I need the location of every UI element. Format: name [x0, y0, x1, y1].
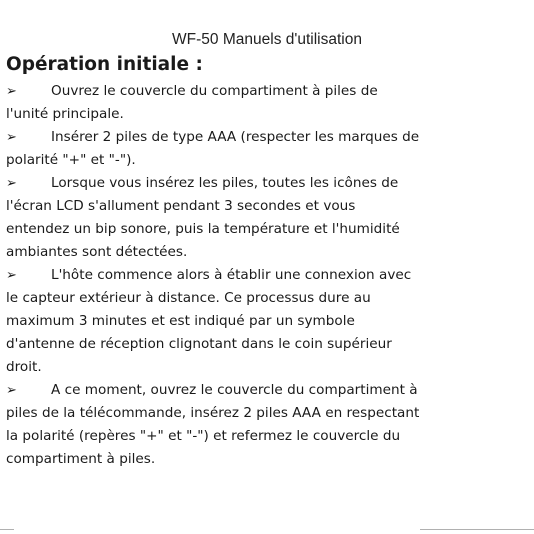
line-text: entendez un bip sonore, puis la température et l'humidité — [6, 221, 400, 237]
line-text: A ce moment, ouvrez le couvercle du compartiment à — [51, 382, 418, 398]
text-line — [6, 356, 534, 379]
instructions-body — [6, 80, 534, 471]
text-line — [6, 448, 534, 471]
bullet-line — [6, 264, 534, 287]
bullet-line — [6, 80, 534, 103]
line-text: maximum 3 minutes et est indiqué par un symbole — [6, 313, 355, 329]
text-line — [6, 149, 534, 172]
text-line — [6, 425, 534, 448]
line-text: piles de la télécommande, insérez 2 piles AAA en respectant — [6, 405, 420, 421]
text-line — [6, 310, 534, 333]
line-text: droit. — [6, 359, 42, 375]
page-title: WF-50 Manuels d'utilisation — [172, 31, 362, 48]
text-line — [6, 402, 534, 425]
bullet-line — [6, 126, 534, 149]
text-line — [6, 195, 534, 218]
arrow-bullet-icon: ➢ — [6, 130, 17, 145]
line-text: compartiment à piles. — [6, 451, 156, 467]
line-text: Lorsque vous insérez les piles, toutes les icônes de — [51, 175, 399, 191]
text-line — [6, 218, 534, 241]
text-line — [6, 241, 534, 264]
arrow-bullet-icon: ➢ — [6, 383, 17, 398]
line-text: L'hôte commence alors à établir une connexion avec — [51, 267, 412, 283]
line-text: l'écran LCD s'allument pendant 3 secondes et vous — [6, 198, 356, 214]
line-text: ambiantes sont détectées. — [6, 244, 188, 260]
arrow-bullet-icon: ➢ — [6, 84, 17, 99]
footer-divider-left — [0, 529, 14, 530]
line-text: Ouvrez le couvercle du compartiment à piles de — [51, 83, 378, 99]
line-text: la polarité (repères "+" et "-") et refermez le couvercle du — [6, 428, 401, 444]
line-text: le capteur extérieur à distance. Ce processus dure au — [6, 290, 371, 306]
text-line — [6, 103, 534, 126]
text-line — [6, 287, 534, 310]
line-text: Insérer 2 piles de type AAA (respecter les marques de — [51, 129, 420, 145]
line-text: polarité "+" et "-"). — [6, 152, 136, 168]
footer-divider-right — [420, 529, 534, 530]
line-text: d'antenne de réception clignotant dans le coin supérieur — [6, 336, 392, 352]
bullet-line — [6, 379, 534, 402]
section-heading: Opération initiale : — [6, 54, 203, 75]
arrow-bullet-icon: ➢ — [6, 268, 17, 283]
bullet-line — [6, 172, 534, 195]
arrow-bullet-icon: ➢ — [6, 176, 17, 191]
line-text: l'unité principale. — [6, 106, 124, 122]
text-line — [6, 333, 534, 356]
